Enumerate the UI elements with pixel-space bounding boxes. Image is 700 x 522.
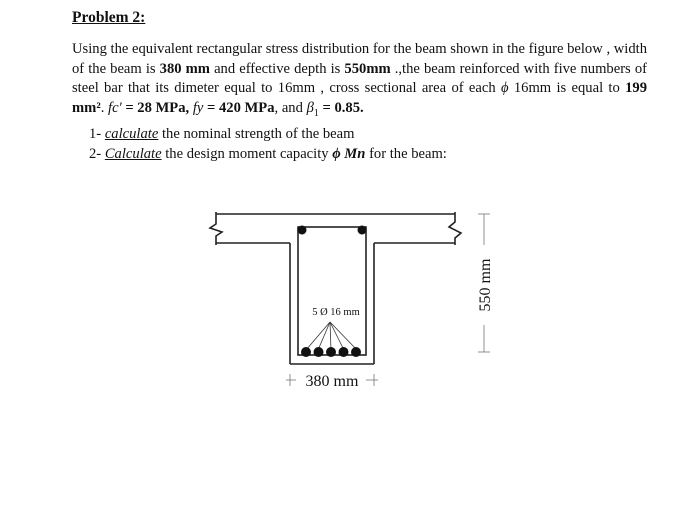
phi-mn-symbol: ϕ Mn	[332, 146, 366, 162]
beta-subscript: 1	[313, 107, 319, 119]
beam-outline	[210, 212, 461, 364]
task-2-number: 2-	[89, 146, 102, 162]
leader-line	[330, 322, 357, 350]
task-1-number: 1-	[89, 126, 102, 142]
intro-text-4: 16mm is equal to	[513, 80, 620, 97]
and-text: , and	[274, 99, 303, 116]
depth-dimension-label: 550 mm	[477, 258, 494, 312]
effective-depth-value: 550mm	[344, 60, 391, 77]
bar-area-value: 199 mm²	[72, 80, 648, 116]
bottom-bar	[301, 347, 311, 357]
leader-line	[306, 322, 330, 350]
intro-text-3: .,the beam reinforced with five numbers of steel bar that its dimeter equal to 16mm , cross sectional area of each	[72, 60, 647, 97]
break-line-left	[210, 212, 222, 245]
task-2-tail: for the beam:	[369, 146, 447, 162]
fc-label: fc'	[108, 99, 122, 116]
fy-value: = 420 MPa	[207, 99, 275, 116]
task-1-text: the nominal strength of the beam	[161, 126, 355, 142]
top-bar-left	[298, 226, 307, 235]
break-line-right	[449, 212, 461, 245]
intro-text: Using the equivalent rectangular stress distribution for the beam shown in the figure below , width of the beam is	[72, 41, 647, 77]
beam-width-value: 380 mm	[159, 60, 210, 77]
bottom-bar	[314, 347, 324, 357]
top-bar-right	[358, 226, 367, 235]
intro-text-2: and effective depth is	[214, 60, 341, 77]
beta-value: = 0.85.	[322, 99, 364, 116]
fc-value: = 28 MPa,	[125, 99, 190, 116]
bar-label: 5 Ø 16 mm	[312, 307, 360, 318]
width-dimension-label: 380 mm	[305, 373, 359, 390]
leader-line	[330, 322, 344, 350]
problem-title: Problem 2:	[72, 9, 146, 26]
leader-line	[318, 322, 330, 350]
task-1-verb: calculate	[104, 126, 159, 142]
stirrup	[298, 227, 366, 355]
beta-label: β	[306, 99, 314, 116]
bottom-bar	[326, 347, 336, 357]
bar-leader-lines	[306, 322, 357, 350]
leader-line	[330, 322, 331, 350]
fy-label: fy	[192, 99, 204, 116]
bottom-bar	[351, 347, 361, 357]
phi-symbol: ϕ	[500, 80, 509, 97]
intro-text-5: .	[100, 99, 105, 116]
task-2-text: the design moment capacity	[165, 146, 329, 162]
bottom-bar	[339, 347, 349, 357]
task-2-verb: Calculate	[104, 146, 162, 162]
